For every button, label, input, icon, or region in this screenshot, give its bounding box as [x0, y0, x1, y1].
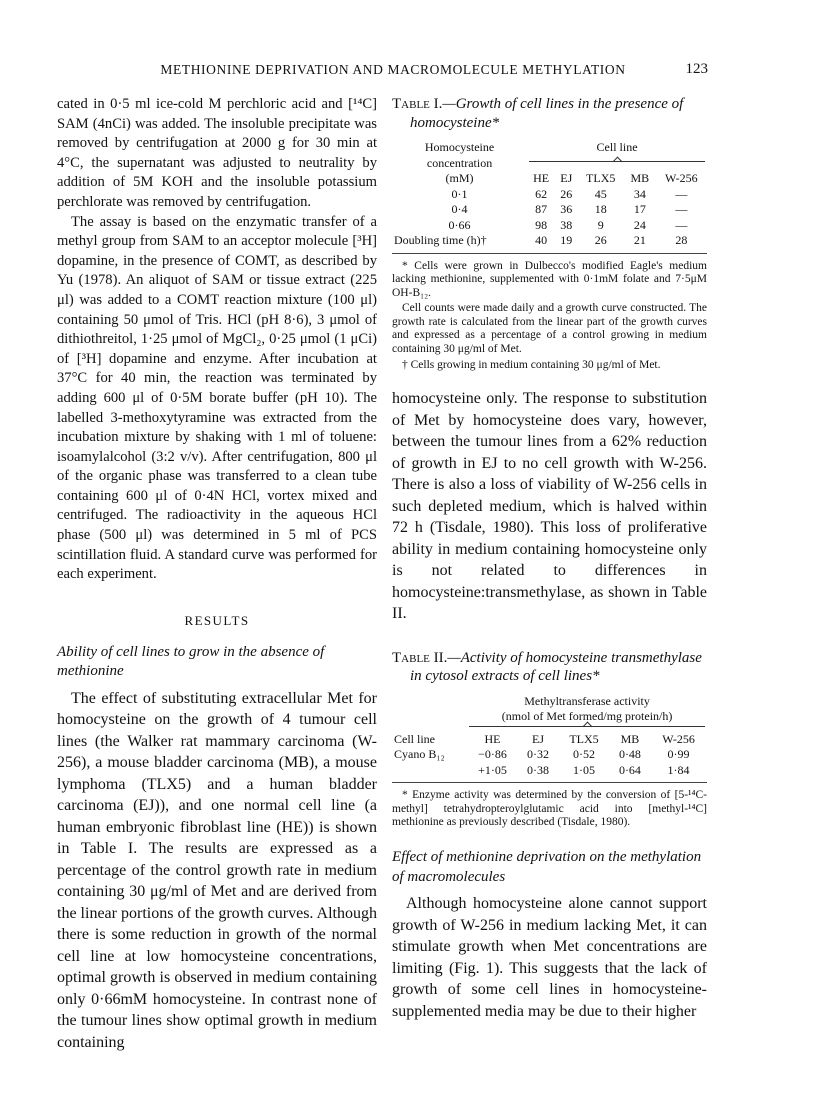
running-title: METHIONINE DEPRIVATION AND MACROMOLECULE METHYLATION	[160, 62, 626, 77]
table-cell: 36	[560, 202, 573, 216]
table-2-rule	[392, 782, 707, 783]
table-cell: +1·05	[478, 762, 507, 777]
page-header	[118, 62, 708, 82]
table-cell: 19	[560, 233, 573, 247]
table-cell: 0·99	[667, 747, 690, 762]
table-2	[392, 649, 707, 830]
table-cell: 17	[633, 202, 646, 216]
table-cell: 21	[633, 233, 646, 247]
right-column	[392, 95, 707, 1022]
subsection-heading-growth: Ability of cell lines to grow in the absence of methionine	[57, 643, 325, 680]
table-cell: 87	[535, 202, 548, 216]
table-1-row-label: 0·4	[451, 202, 468, 216]
table-1-col-header: EJ	[560, 171, 573, 185]
table-cell: 0·64	[618, 762, 641, 777]
table-cell: 45	[594, 186, 607, 201]
table-row	[392, 202, 707, 218]
table-2-caption: —Activity of homocysteine transmethylase in cytosol extracts of cell lines*	[410, 649, 702, 685]
table-1-col-header: W-256	[665, 171, 698, 185]
table-cell: 38	[560, 217, 573, 232]
table-2-row-label	[392, 763, 467, 779]
table-cell: 18	[594, 202, 607, 216]
table-cell: 40	[535, 233, 548, 247]
table-1-stub-header-1: Homocysteine	[424, 140, 495, 154]
table-row	[392, 233, 707, 249]
table-1-grid	[392, 140, 707, 249]
table-cell: 9	[597, 217, 604, 232]
table-cell: 0·52	[572, 747, 595, 762]
table-2-col-header: MB	[620, 731, 640, 746]
table-2-col-header: EJ	[532, 731, 545, 746]
table-cell: 26	[560, 186, 573, 201]
table-row	[392, 218, 707, 234]
table-1	[392, 95, 707, 372]
table-cell: 0·38	[527, 762, 550, 777]
table-2-col-header: HE	[484, 731, 501, 746]
table-cell: —	[675, 186, 688, 201]
table-cell: 62	[535, 186, 548, 201]
table-1-brace	[529, 161, 705, 166]
table-cell: 28	[675, 233, 688, 247]
table-2-title	[392, 649, 707, 686]
table-cell: 34	[633, 186, 646, 201]
table-1-row-label: 0·66	[448, 217, 471, 232]
methods-paragraph-continued: cated in 0·5 ml ice-cold M perchloric acid and [¹⁴C] SAM (4nCi) was added. The insoluble precipitate was removed by centrifugation at 2000 g for 30 min at 4°C, the supernatant was adjusted to neutrality by addition of 5M KOH and the insoluble potassium perchlorate was removed by centrifugation.	[57, 96, 377, 210]
table-1-footnote: * Cells were grown in Dulbecco's modified Eagle's medium lacking methionine, supplemented with 0·1mM folate and 7·5μM OH-B₁₂.	[392, 259, 707, 299]
table-2-row-label: Cyano B₁₂	[394, 747, 445, 762]
table-cell: —	[675, 202, 688, 216]
table-2-col-header: TLX5	[569, 731, 599, 746]
table-cell: 26	[594, 233, 607, 247]
table-cell: −0·86	[478, 747, 507, 762]
table-2-col-header: W-256	[662, 731, 695, 746]
table-1-stub-header-3: (mM)	[445, 171, 474, 185]
left-column	[57, 95, 377, 1053]
table-cell: 0·48	[618, 747, 641, 762]
table-cell: 98	[535, 217, 548, 232]
results-paragraph: The effect of substituting extracellular Met for homocysteine on the growth of 4 tumour cell lines (the Walker rat mammary carcinoma (W-256), a mouse bladder carcinoma (MB), a mouse lymphoma (TLX5) and a human bladder carcinoma (EJ)), and one normal cell line (a human embryonic fibroblast line (HE)) is shown in Table I. The results are expressed as a percentage of the control growth rate in medium containing 30 μg/ml of Met and are derived from the linear portions of the growth curves. Although there is some reduction in growth of the normal cell line at low homocysteine concentrations, optimal growth is observed in medium containing only 0·66mM homocysteine. In contrast none of the tumour lines show optimal growth in medium containing	[57, 689, 377, 1051]
table-1-col-header: HE	[533, 171, 550, 185]
table-1-rule	[392, 253, 707, 254]
table-1-col-header: TLX5	[586, 171, 616, 185]
table-1-label: Table I.	[392, 96, 443, 112]
table-2-stub-header: Cell line	[394, 731, 435, 746]
table-1-row-label: Doubling time (h)†	[394, 233, 487, 247]
table-row	[392, 763, 707, 779]
table-2-footnote: * Enzyme activity was determined by the conversion of [5-¹⁴C-methyl] tetrahydropteroylglutamic acid into [methyl-¹⁴C] methionine as previously described (Tisdale, 1980).	[392, 789, 707, 829]
subsection-heading-methylation: Effect of methionine deprivation on the methylation of macromolecules	[392, 849, 702, 885]
table-2-label: Table II.	[392, 649, 448, 666]
page-number: 123	[685, 61, 708, 77]
table-1-col-header: MB	[630, 171, 650, 185]
table-row	[392, 187, 707, 203]
table-2-group-header-2: (nmol of Met formed/mg protein/h)	[501, 709, 673, 724]
results-heading: RESULTS	[184, 612, 250, 628]
table-1-footnote: Cell counts were made daily and a growth curve constructed. The growth rate is calculated from the linear part of the growth curves and expressed as a percentage of a control growing in medium containing 30 μg/ml of Met.	[392, 302, 707, 356]
table-cell: 1·84	[667, 762, 690, 777]
table-2-brace	[469, 726, 705, 731]
assay-paragraph: The assay is based on the enzymatic transfer of a methyl group from SAM to an acceptor molecule [³H] dopamine, in the presence of COMT, as described by Yu (1978). An aliquot of SAM or tissue extract (225 μl) was added to a COMT reaction mixture (100 μl) containing 50 μmol of Tris. HCl (pH 8·6), 3 μmol of dithiothreitol, 1·25 μmol of MgCl₂, 0·25 μmol (1 μCi) of [³H] dopamine and enzyme. After incubation at 37°C for 40 min, the reaction was terminated by adding 600 μl of 0·5M borate buffer (pH 10). The labelled 3-methoxytyramine was extracted from the incubation mixture by shaking with 1 ml of toluene: isoamylalcohol (3:2 v/v). After centrifugation, 800 μl of the organic phase was transferred to a clean tube containing 600 μl of 0·4N HCl, vortex mixed and centrifuged. The radioactivity in the aqueous HCl phase (500 μl) was determined in 5 ml of PCS scintillation fluid. A standard curve was performed for each experiment.	[57, 213, 377, 583]
table-1-caption: —Growth of cell lines in the presence of homocysteine*	[410, 96, 684, 131]
table-2-group-header-1: Methyltransferase activity	[524, 693, 650, 708]
table-2-grid	[392, 694, 707, 779]
table-1-group-header: Cell line	[596, 140, 638, 154]
right-paragraph-1: homocysteine only. The response to substitution of Met by homocysteine does vary, however, between the tumour lines from a 62% reduction of growth in EJ to no cell growth with W-256. There is also a loss of viability of W-256 cells in such depleted medium, which is halved within 72 h (Tisdale, 1980). This loss of proliferative ability in medium containing homocysteine only is not related to differences in homocysteine:transmethylase, as shown in Table II.	[392, 390, 707, 623]
table-cell: 0·32	[527, 747, 550, 762]
table-cell: 24	[633, 217, 646, 232]
table-cell: 1·05	[572, 762, 595, 777]
table-row	[392, 747, 707, 763]
table-1-title	[392, 95, 707, 132]
table-cell: —	[675, 217, 688, 232]
table-1-stub-header-2: concentration	[426, 155, 493, 170]
table-1-footnote: † Cells growing in medium containing 30 μg/ml of Met.	[402, 358, 661, 371]
right-paragraph-2: Although homocysteine alone cannot support growth of W-256 in medium lacking Met, it can stimulate growth when Met concentrations are limiting (Fig. 1). This suggests that the lack of growth of some cell lines in homocysteine-supplemented media may be due to their higher	[392, 895, 707, 1020]
table-1-row-label: 0·1	[451, 186, 468, 201]
